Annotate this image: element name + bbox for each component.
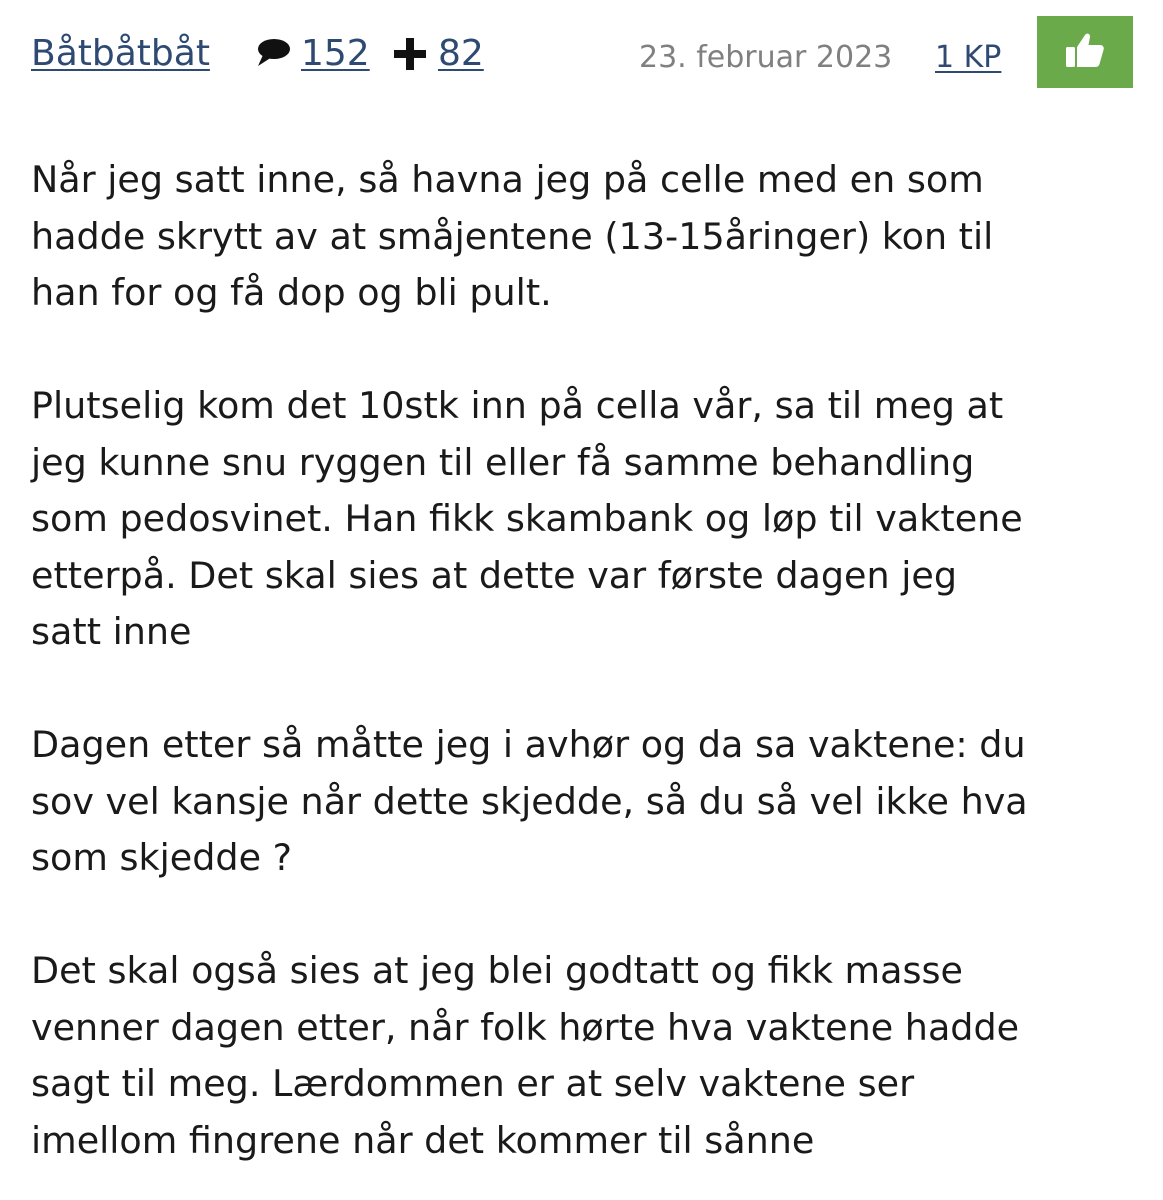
post-paragraph: Når jeg satt inne, så havna jeg på celle med en som hadde skrytt av at småjentene (13-15åringer) kon til han for og få dop og bli pult. <box>31 158 994 314</box>
comment-count-stat <box>255 32 370 76</box>
author-link[interactable]: Båtbåtbåt <box>31 33 210 74</box>
post-header <box>31 16 1133 90</box>
speech-bubble-icon <box>255 36 291 72</box>
kp-link[interactable]: 1 KP <box>935 40 1002 75</box>
post-date: 23. februar 2023 <box>639 40 893 75</box>
post-paragraph: Dagen etter så måtte jeg i avhør og da sa vaktene: du sov vel kansje når dette skjedde, så du så vel ikke hva som skjedde ? <box>31 723 1028 879</box>
post-paragraph: Det skal også sies at jeg blei godtatt og fikk masse venner dagen etter, når folk hørte hva vaktene hadde sagt til meg. Lærdommen er at selv vaktene ser imellom fingrene når det kommer til sånne <box>31 949 1020 1162</box>
thumbs-up-icon <box>1063 30 1107 74</box>
post-body <box>31 152 1136 1169</box>
like-button[interactable] <box>1037 16 1133 88</box>
plus-count-link[interactable]: 82 <box>438 33 484 74</box>
comment-count-link[interactable]: 152 <box>301 33 370 74</box>
post-paragraph: Plutselig kom det 10stk inn på cella vår, sa til meg at jeg kunne snu ryggen til eller få samme behandling som pedosvinet. Han fikk skambank og løp til vaktene etterpå. Det skal sies at dette var første dagen jeg satt inne <box>31 384 1023 653</box>
plus-count-stat <box>392 32 484 76</box>
plus-icon <box>392 36 428 72</box>
